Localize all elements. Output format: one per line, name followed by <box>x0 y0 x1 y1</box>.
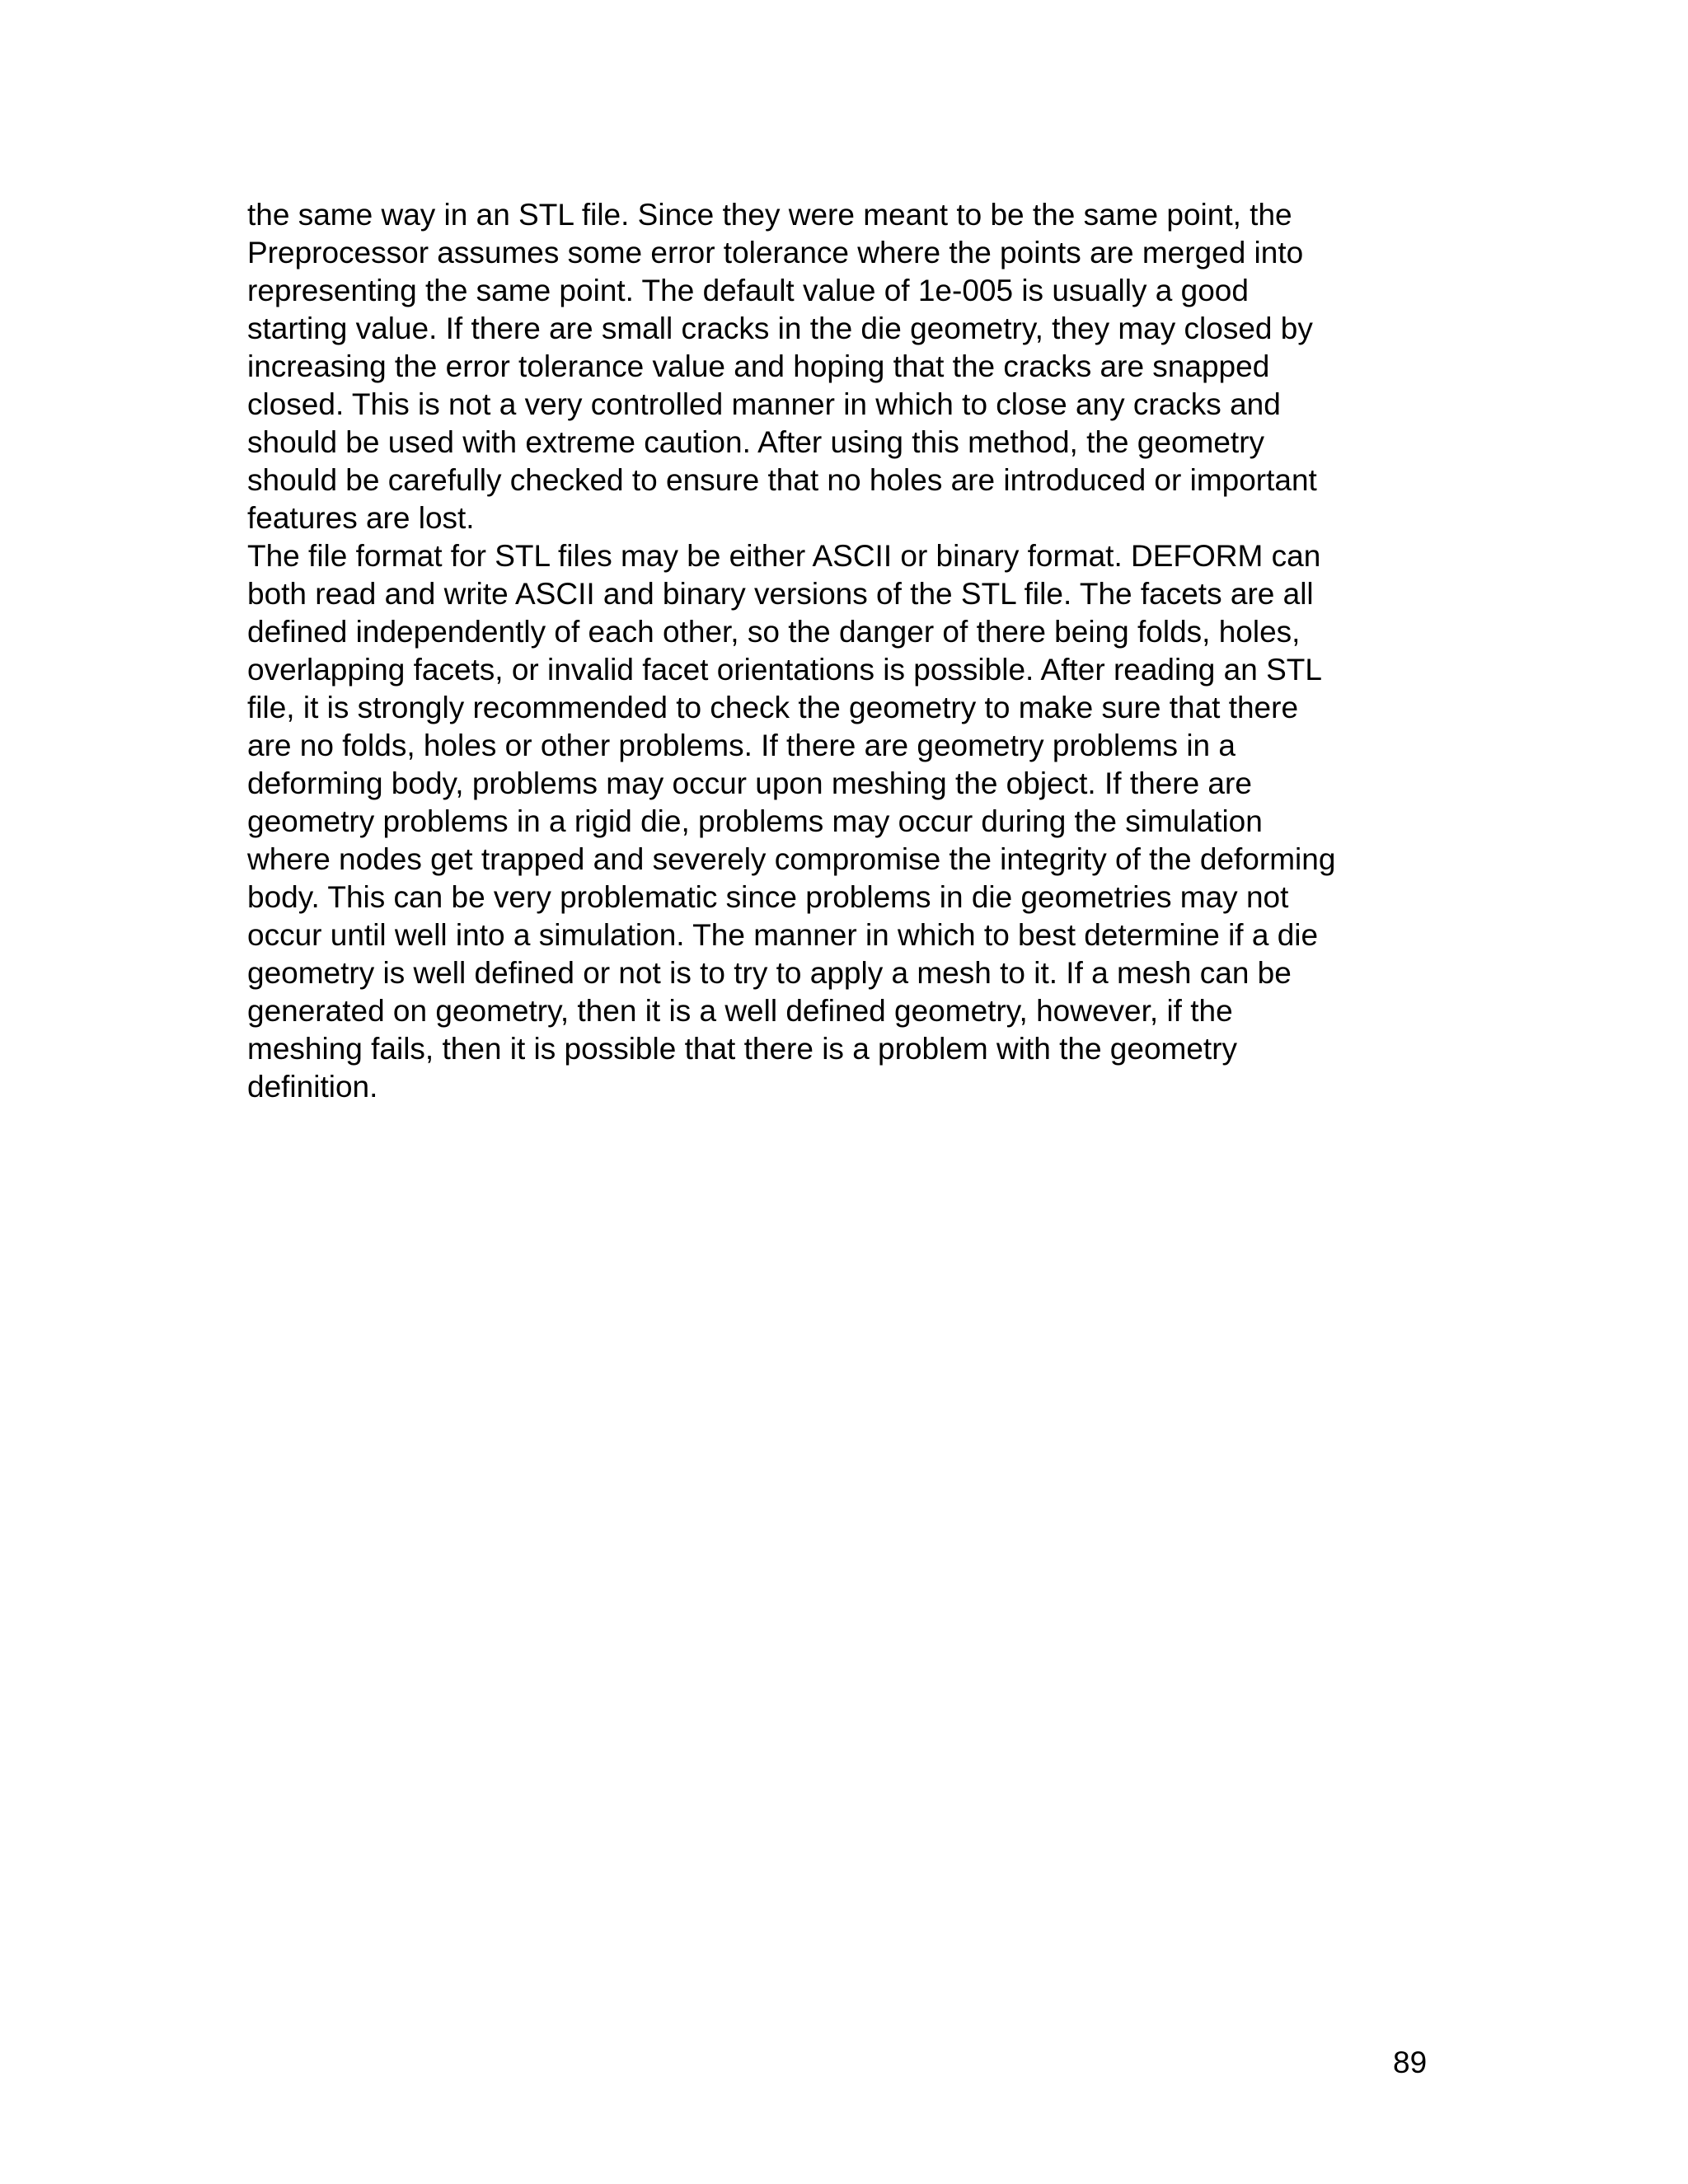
text-line: Preprocessor assumes some error tolerance where the points are merged into <box>247 236 1304 269</box>
text-line: should be carefully checked to ensure that no holes are introduced or important <box>247 463 1317 497</box>
text-line: defined independently of each other, so the danger of there being folds, holes, <box>247 615 1301 649</box>
text-line: both read and write ASCII and binary versions of the STL file. The facets are all <box>247 577 1314 611</box>
text-line: increasing the error tolerance value and hoping that the cracks are snapped <box>247 349 1270 383</box>
text-line: geometry is well defined or not is to try to apply a mesh to it. If a mesh can be <box>247 956 1292 990</box>
text-line: The file format for STL files may be either ASCII or binary format. DEFORM can <box>247 539 1321 573</box>
text-line: starting value. If there are small cracks in the die geometry, they may closed by <box>247 312 1313 345</box>
text-line: closed. This is not a very controlled manner in which to close any cracks and <box>247 387 1281 421</box>
text-line: are no folds, holes or other problems. If there are geometry problems in a <box>247 729 1236 762</box>
text-line: where nodes get trapped and severely compromise the integrity of the deforming <box>247 842 1336 876</box>
page-number: 89 <box>1393 2046 1428 2079</box>
text-line: definition. <box>247 1070 378 1104</box>
text-line: overlapping facets, or invalid facet orientations is possible. After reading an STL <box>247 653 1322 687</box>
text-line: the same way in an STL file. Since they were meant to be the same point, the <box>247 198 1292 232</box>
text-line: meshing fails, then it is possible that there is a problem with the geometry <box>247 1032 1238 1066</box>
text-line: features are lost. <box>247 501 475 535</box>
text-line: occur until well into a simulation. The manner in which to best determine if a die <box>247 918 1319 952</box>
text-line: body. This can be very problematic since problems in die geometries may not <box>247 880 1289 914</box>
body-text <box>247 196 1451 1106</box>
text-line: should be used with extreme caution. After using this method, the geometry <box>247 425 1265 459</box>
text-line: deforming body, problems may occur upon meshing the object. If there are <box>247 766 1252 800</box>
text-line: file, it is strongly recommended to check the geometry to make sure that there <box>247 691 1299 724</box>
text-line: representing the same point. The default value of 1e-005 is usually a good <box>247 274 1249 307</box>
text-line: generated on geometry, then it is a well defined geometry, however, if the <box>247 994 1233 1028</box>
text-line: geometry problems in a rigid die, problems may occur during the simulation <box>247 804 1263 838</box>
